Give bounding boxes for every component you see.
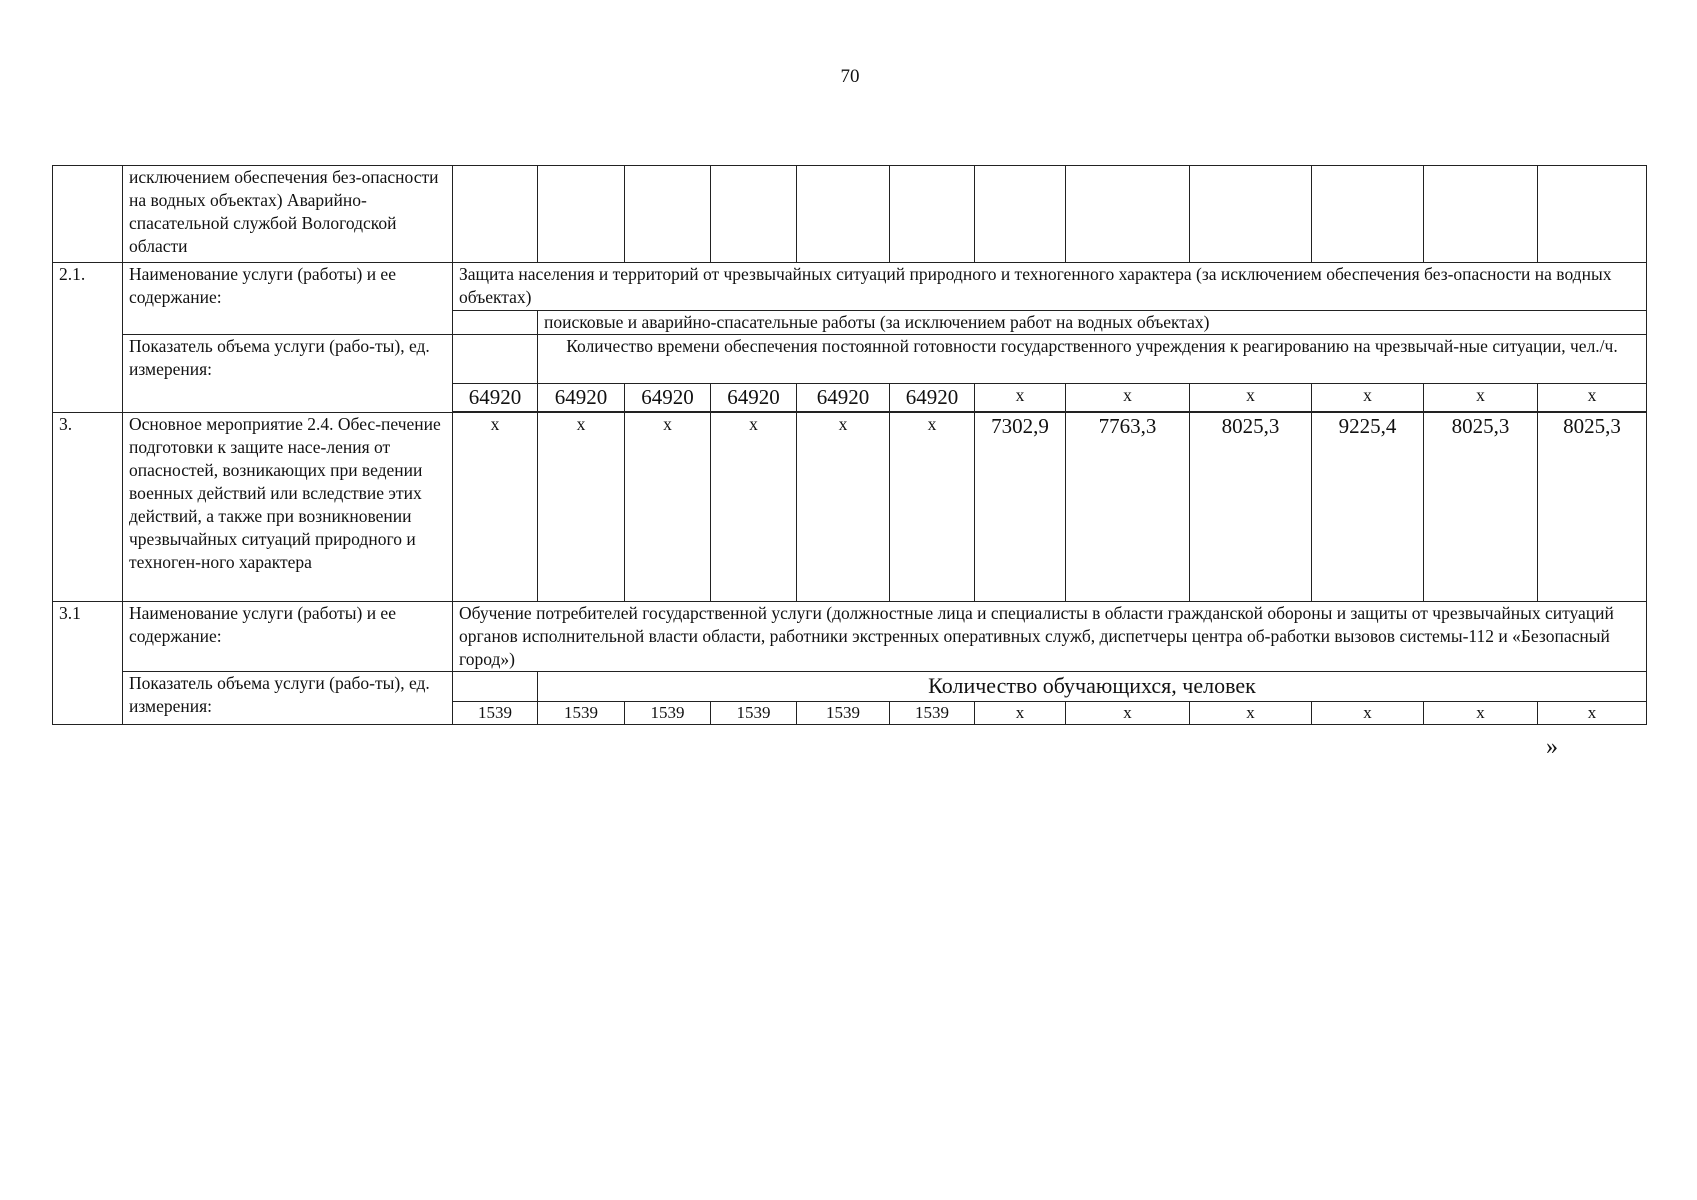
value-cell: [1066, 166, 1190, 263]
table-row-3-1-indicator: [53, 672, 1647, 702]
page-number: 70: [840, 66, 860, 87]
closing-quote: »: [1546, 734, 1558, 760]
value-cell: [797, 166, 890, 263]
value-cell: x: [1312, 384, 1424, 412]
value-cell: [711, 166, 797, 263]
value-cell: [538, 166, 625, 263]
program-table: [52, 165, 1647, 725]
value-cell: 64920: [453, 384, 538, 412]
service-name-label: Наименование услуги (работы) и ее содержание:: [123, 602, 453, 672]
value-cell: 7763,3: [1066, 413, 1190, 602]
value-cell: 64920: [538, 384, 625, 412]
value-cell: 64920: [890, 384, 975, 412]
value-cell: x: [1066, 702, 1190, 725]
value-cell: [890, 166, 975, 263]
value-cell: x: [1424, 702, 1538, 725]
row-number: 3.: [53, 413, 123, 602]
row-description: исключением обеспечения без-опасности на водных объектах) Аварийно-спасательной службой Вологодской области: [123, 166, 453, 263]
value-cell: [1312, 166, 1424, 263]
table-row-2-1-name: [53, 263, 1647, 311]
value-cell: 1539: [890, 702, 975, 725]
value-cell: 9225,4: [1312, 413, 1424, 602]
empty-cell: [453, 335, 538, 384]
value-cell: 8025,3: [1538, 413, 1647, 602]
value-cell: x: [1424, 384, 1538, 412]
indicator-value: Количество времени обеспечения постоянной готовности государственного учреждения к реагированию на чрезвычай-ные ситуации, чел./ч.: [538, 335, 1647, 384]
value-cell: x: [1066, 384, 1190, 412]
value-cell: 8025,3: [1424, 413, 1538, 602]
value-cell: 64920: [711, 384, 797, 412]
value-cell: x: [975, 384, 1066, 412]
indicator-label: Показатель объема услуги (рабо-ты), ед. измерения:: [123, 335, 453, 413]
value-cell: [625, 166, 711, 263]
value-cell: 64920: [797, 384, 890, 412]
value-cell: 7302,9: [975, 413, 1066, 602]
value-cell: [975, 166, 1066, 263]
value-cell: x: [625, 413, 711, 602]
value-cell: 8025,3: [1190, 413, 1312, 602]
value-cell: x: [538, 413, 625, 602]
value-cell: 1539: [625, 702, 711, 725]
empty-cell: [453, 672, 538, 702]
service-content-value: поисковые и аварийно-спасательные работы (за исключением работ на водных объектах): [538, 311, 1647, 335]
value-cell: x: [1190, 384, 1312, 412]
service-name-value: Обучение потребителей государственной услуги (должностные лица и специалисты в области гражданской обороны и защиты от чрезвычайных ситуаций органов исполнительной власти области, работники экстренных оперативных служб, диспетчеры центра об-работки вызовов системы-112 и «Безопасный город»): [453, 602, 1647, 672]
service-name-label: Наименование услуги (работы) и ее содержание:: [123, 263, 453, 335]
service-name-value: Защита населения и территорий от чрезвычайных ситуаций природного и техногенного характера (за исключением обеспечения без-опасности на водных объектах): [453, 263, 1647, 311]
value-cell: 1539: [538, 702, 625, 725]
indicator-value: Количество обучающихся, человек: [538, 672, 1647, 702]
row-number: 2.1.: [53, 263, 123, 413]
row-description: Основное мероприятие 2.4. Обес-печение подготовки к защите насе-ления от опасностей, возникающих при ведении военных действий или вследствие этих действий, а также при возникновении чрезвычайных ситуаций природного и техноген-ного характера: [123, 413, 453, 602]
table-row-3: [53, 413, 1647, 602]
value-cell: x: [797, 413, 890, 602]
value-cell: x: [890, 413, 975, 602]
empty-cell: [453, 311, 538, 335]
table-row-3-1-name: [53, 602, 1647, 672]
row-number: 3.1: [53, 602, 123, 725]
value-cell: [453, 166, 538, 263]
value-cell: 1539: [711, 702, 797, 725]
value-cell: x: [453, 413, 538, 602]
value-cell: x: [1190, 702, 1312, 725]
value-cell: x: [1538, 384, 1647, 412]
value-cell: x: [711, 413, 797, 602]
row-number-cell: [53, 166, 123, 263]
value-cell: [1190, 166, 1312, 263]
value-cell: 64920: [625, 384, 711, 412]
value-cell: 1539: [453, 702, 538, 725]
value-cell: x: [1312, 702, 1424, 725]
table-row-2-1-indicator: [53, 335, 1647, 384]
value-cell: [1538, 166, 1647, 263]
value-cell: [1424, 166, 1538, 263]
table-row-continuation: [53, 166, 1647, 263]
value-cell: x: [975, 702, 1066, 725]
indicator-label: Показатель объема услуги (рабо-ты), ед. измерения:: [123, 672, 453, 725]
value-cell: x: [1538, 702, 1647, 725]
value-cell: 1539: [797, 702, 890, 725]
